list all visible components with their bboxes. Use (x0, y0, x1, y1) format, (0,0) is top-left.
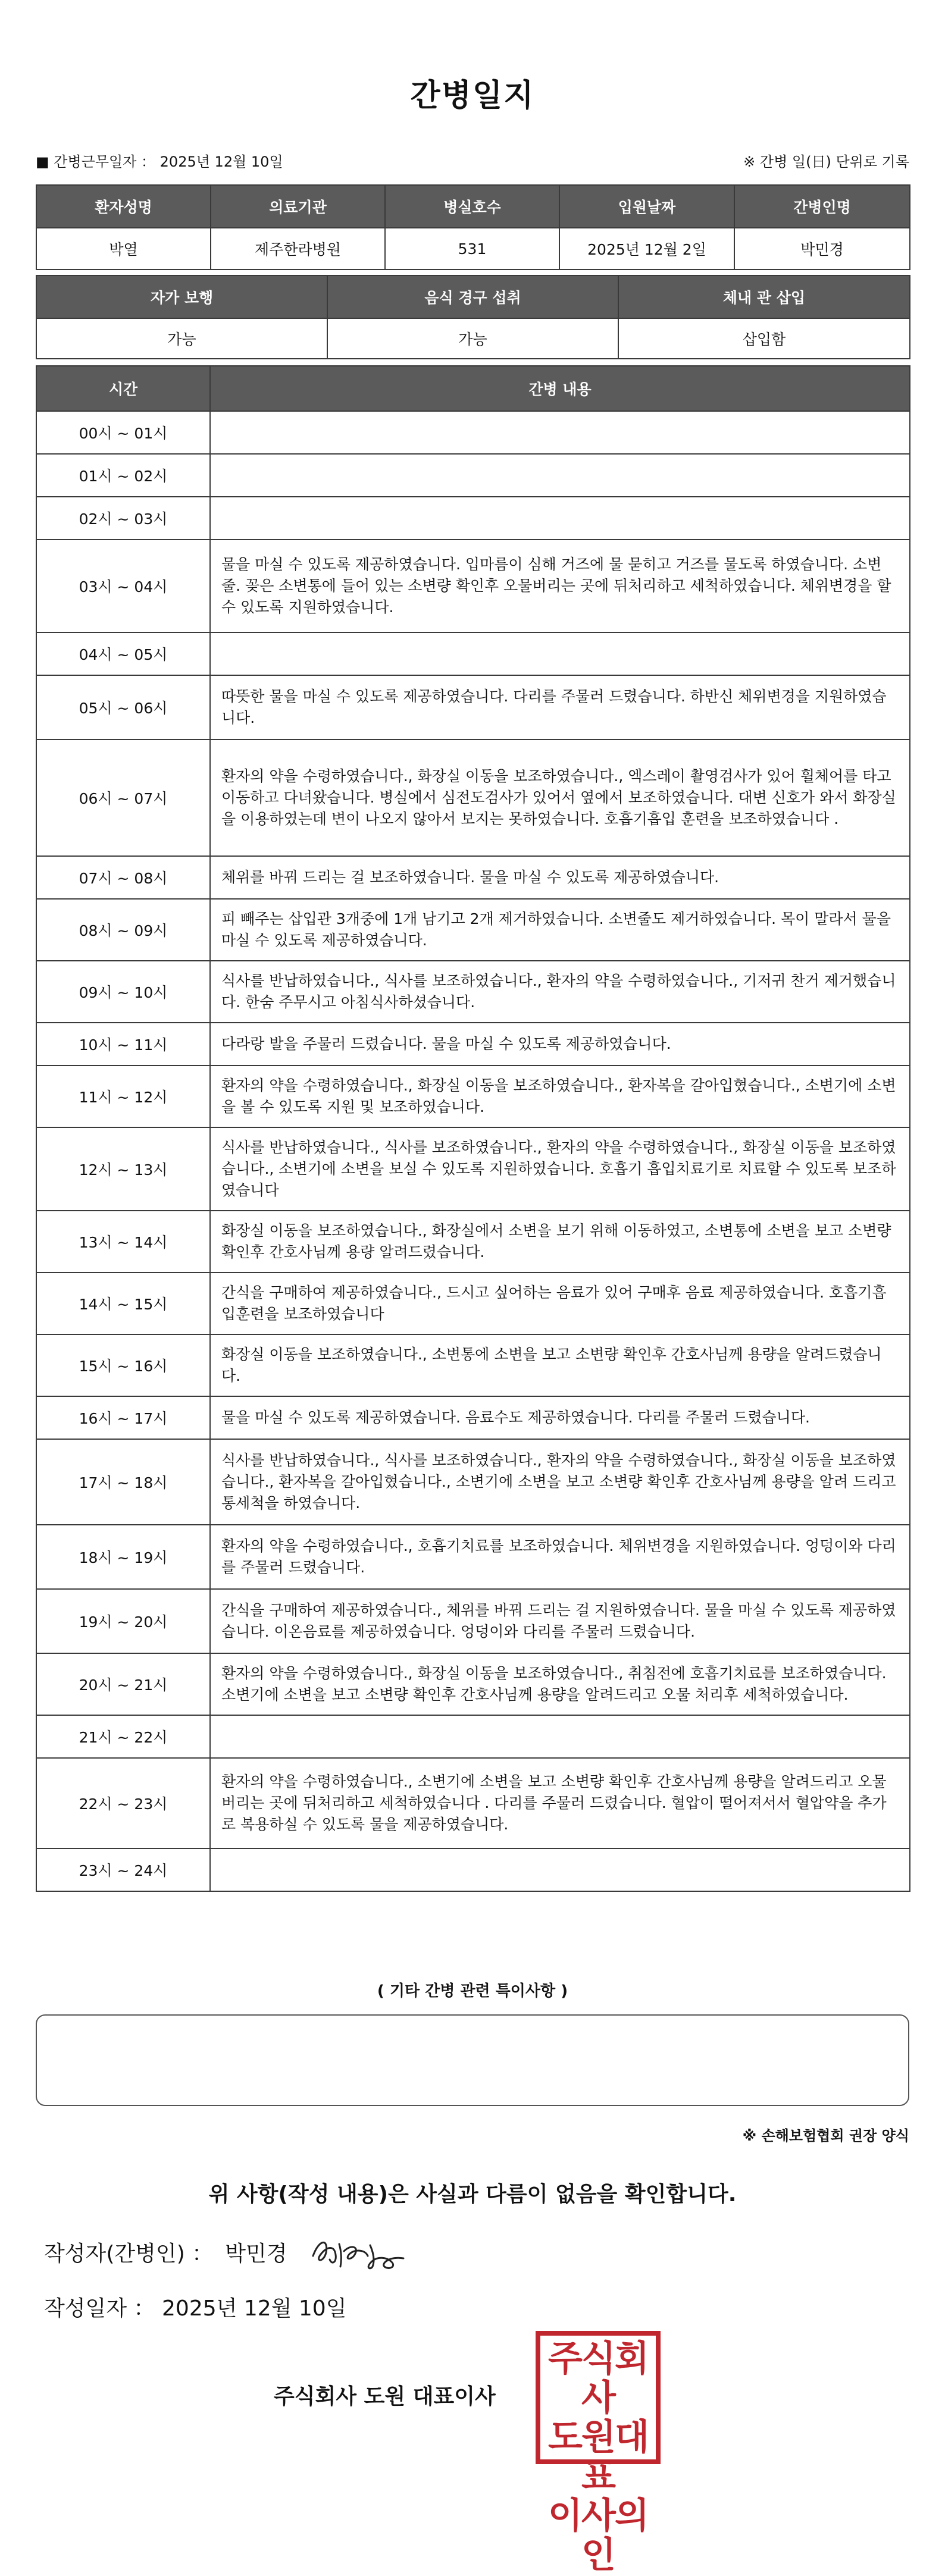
patient-info-table (36, 184, 910, 270)
table-row (36, 1715, 910, 1758)
seal-line: 이사의인 (548, 2495, 648, 2576)
row-time: 18시 ~ 19시 (36, 1525, 210, 1589)
patient-name: 박열 (36, 228, 211, 269)
row-time: 17시 ~ 18시 (36, 1439, 210, 1525)
table-row (36, 1758, 910, 1848)
row-care-content: 화장실 이동을 보조하였습니다., 화장실에서 소변을 보기 위해 이동하였고, 소변통에 소변을 보고 소변량 확인후 간호사님께 용량 알려드렸습니다. (210, 1211, 910, 1273)
header-tube-insertion: 체내 관 삽입 (618, 275, 910, 318)
tube-insertion-value: 삽입함 (618, 318, 910, 359)
confirmation-statement: 위 사항(작성 내용)은 사실과 다름이 없음을 확인합니다. (208, 2182, 737, 2207)
table-row (36, 675, 910, 739)
table-row (36, 632, 910, 675)
table-row (36, 1334, 910, 1396)
row-care-content: 물을 마실 수 있도록 제공하였습니다. 음료수도 제공하였습니다. 다리를 주물러 드렸습니다. (210, 1396, 910, 1439)
row-care-content: 따뜻한 물을 마실 수 있도록 제공하였습니다. 다리를 주물러 드렸습니다. 하반신 체위변경을 지원하였습니다. (210, 675, 910, 739)
care-log-rows (36, 411, 910, 1891)
row-care-content: 화장실 이동을 보조하였습니다., 소변통에 소변을 보고 소변량 확인후 간호사님께 용량을 알려드렸습니다. (210, 1334, 910, 1396)
table-row (36, 1211, 910, 1273)
row-care-content: 환자의 약을 수령하였습니다., 화장실 이동을 보조하였습니다., 취침전에 호흡기치료를 보조하였습니다. 소변기에 소변을 보고 소변량 확인후 간호사님께 용량을 알려드리고 오물 처리후 세척하였습니다. (210, 1653, 910, 1715)
patient-status-table (36, 275, 910, 359)
row-time: 13시 ~ 14시 (36, 1211, 210, 1273)
row-care-content: 환자의 약을 수령하였습니다., 화장실 이동을 보조하였습니다., 엑스레이 촬영검사가 있어 휠체어를 타고 이동하고 다녀왔습니다. 병실에서 심전도검사가 있어서 옆에서 보조하였습니다. 대변 신호가 와서 화장실을 이용하였는데 변이 나오지 않아서 보지는 못하였습니다. 호흡기흡입 훈련을 보조하였습니다 . (210, 739, 910, 856)
header-oral-intake: 음식 경구 섭취 (327, 275, 618, 318)
row-time: 16시 ~ 17시 (36, 1396, 210, 1439)
work-date: ■ 간병근무일자 ： 2025년 12월 10일 (36, 153, 283, 170)
written-date-label: 작성일자 ： (44, 2296, 155, 2321)
row-care-content: 간식을 구매하여 제공하였습니다., 체위를 바꿔 드리는 걸 지원하였습니다. 물을 마실 수 있도록 제공하였습니다. 이온음료를 제공하였습니다. 엉덩이와 다리를 주물러 드렸습니다. (210, 1589, 910, 1653)
row-time: 15시 ~ 16시 (36, 1334, 210, 1396)
header-hospital: 의료기관 (211, 185, 385, 228)
table-row (36, 1653, 910, 1715)
row-time: 22시 ~ 23시 (36, 1758, 210, 1848)
row-care-content (210, 411, 910, 454)
row-time: 23시 ~ 24시 (36, 1848, 210, 1891)
seal-line: 도원대표 (548, 2417, 648, 2497)
table-row (36, 1066, 910, 1127)
handwritten-signature (308, 2232, 409, 2276)
written-date-line (44, 2292, 346, 2322)
table-row (36, 961, 910, 1023)
notes-box (36, 2014, 909, 2106)
header-self-walking: 자가 보행 (36, 275, 327, 318)
row-care-content: 환자의 약을 수령하였습니다., 화장실 이동을 보조하였습니다., 환자복을 갈아입혔습니다., 소변기에 소변을 볼 수 있도록 지원 및 보조하였습니다. (210, 1066, 910, 1127)
row-care-content (210, 454, 910, 497)
header-room-number: 병실호수 (385, 185, 559, 228)
row-care-content: 식사를 반납하였습니다., 식사를 보조하였습니다., 환자의 약을 수령하였습니다., 기저귀 찬거 제거했습니다. 한숨 주무시고 아침식사하셨습니다. (210, 961, 910, 1023)
admission-date: 2025년 12월 2일 (559, 228, 734, 269)
table-row (36, 1848, 910, 1891)
header-admission-date: 입원날짜 (559, 185, 734, 228)
row-time: 04시 ~ 05시 (36, 632, 210, 675)
row-care-content (210, 1848, 910, 1891)
table-row (36, 1273, 910, 1334)
table-row (36, 540, 910, 632)
seal-line: 주식회사 (548, 2338, 648, 2419)
row-care-content: 환자의 약을 수령하였습니다., 호흡기치료를 보조하였습니다. 체위변경을 지원하였습니다. 엉덩이와 다리를 주물러 드렸습니다. (210, 1525, 910, 1589)
row-care-content: 다라랑 발을 주물러 드렸습니다. 물을 마실 수 있도록 제공하였습니다. (210, 1023, 910, 1066)
row-time: 02시 ~ 03시 (36, 497, 210, 540)
table-row (36, 856, 910, 899)
row-time: 05시 ~ 06시 (36, 675, 210, 739)
table-row (36, 1439, 910, 1525)
record-unit-note: ※ 간병 일(日) 단위로 기록 (743, 153, 909, 170)
header-care-content: 간병 내용 (210, 366, 910, 411)
row-time: 00시 ~ 01시 (36, 411, 210, 454)
table-row (36, 1525, 910, 1589)
signature-icon (308, 2232, 409, 2274)
row-care-content (210, 632, 910, 675)
table-row (36, 1127, 910, 1211)
written-date-value: 2025년 12월 10일 (162, 2296, 347, 2321)
table-row (36, 497, 910, 540)
table-row (36, 454, 910, 497)
row-time: 12시 ~ 13시 (36, 1127, 210, 1211)
header-caregiver-name: 간병인명 (734, 185, 910, 228)
writer-line (44, 2237, 287, 2267)
row-time: 09시 ~ 10시 (36, 961, 210, 1023)
row-time: 01시 ~ 02시 (36, 454, 210, 497)
row-time: 07시 ~ 08시 (36, 856, 210, 899)
row-time: 20시 ~ 21시 (36, 1653, 210, 1715)
row-care-content (210, 1715, 910, 1758)
table-row (36, 739, 910, 856)
row-care-content: 체위를 바꿔 드리는 걸 보조하였습니다. 물을 마실 수 있도록 제공하였습니다. (210, 856, 910, 899)
row-care-content: 환자의 약을 수령하였습니다., 소변기에 소변을 보고 소변량 확인후 간호사님께 용량을 알려드리고 오물버리는 곳에 뒤처리하고 세척하였습니다 . 다리를 주물러 드렸습니다. 혈압이 떨어져서서 혈압약을 추가로 복용하실 수 있도록 물을 제공하였습니다. (210, 1758, 910, 1848)
notes-title: ( 기타 간병 관련 특이사항 ) (377, 1982, 568, 2000)
company-seal-stamp (536, 2331, 661, 2576)
row-time: 11시 ~ 12시 (36, 1066, 210, 1127)
writer-label: 작성자(간병인) ： (44, 2242, 214, 2266)
row-care-content: 간식을 구매하여 제공하였습니다., 드시고 싶어하는 음료가 있어 구매후 음료 제공하였습니다. 호흡기흡입훈련을 보조하였습니다 (210, 1273, 910, 1334)
row-time: 10시 ~ 11시 (36, 1023, 210, 1066)
table-row (36, 411, 910, 454)
header-time: 시간 (36, 366, 210, 411)
row-time: 08시 ~ 09시 (36, 899, 210, 961)
page-title: 간병일지 (410, 78, 535, 114)
writer-name: 박민경 (225, 2242, 287, 2266)
row-time: 21시 ~ 22시 (36, 1715, 210, 1758)
header-patient-name: 환자성명 (36, 185, 211, 228)
table-row (36, 1023, 910, 1066)
company-representative: 주식회사 도원 대표이사 (274, 2384, 496, 2409)
oral-intake-value: 가능 (327, 318, 618, 359)
row-time: 19시 ~ 20시 (36, 1589, 210, 1653)
row-care-content: 식사를 반납하였습니다., 식사를 보조하였습니다., 환자의 약을 수령하였습니다., 화장실 이동을 보조하였습니다., 소변기에 소변을 보실 수 있도록 지원하였습니다. 호흡기 흡입치료기로 치료할 수 있도록 보조하였습니다 (210, 1127, 910, 1211)
hospital-name: 제주한라병원 (211, 228, 385, 269)
row-care-content: 물을 마실 수 있도록 제공하였습니다. 입마름이 심해 거즈에 물 묻히고 거즈를 물도록 하였습니다. 소변줄. 꽂은 소변통에 들어 있는 소변량 확인후 오물버리는 곳에 뒤처리하고 세척하였습니다. 체위변경을 할 수 있도록 지원하였습니다. (210, 540, 910, 632)
row-time: 03시 ~ 04시 (36, 540, 210, 632)
room-number: 531 (385, 228, 559, 269)
caregiver-name: 박민경 (734, 228, 910, 269)
table-row (36, 1589, 910, 1653)
row-care-content: 피 빼주는 삽입관 3개중에 1개 남기고 2개 제거하였습니다. 소변줄도 제거하였습니다. 목이 말라서 물을 마실 수 있도록 제공하였습니다. (210, 899, 910, 961)
table-row (36, 1396, 910, 1439)
row-time: 14시 ~ 15시 (36, 1273, 210, 1334)
row-time: 06시 ~ 07시 (36, 739, 210, 856)
row-care-content: 식사를 반납하였습니다., 식사를 보조하였습니다., 환자의 약을 수령하였습니다., 화장실 이동을 보조하였습니다., 환자복을 갈아입혔습니다., 소변기에 소변을 보고 소변량 확인후 간호사님께 용량을 알려 드리고 통세척을 하였습니다. (210, 1439, 910, 1525)
form-footnote: ※ 손해보험협회 권장 양식 (742, 2127, 909, 2144)
row-care-content (210, 497, 910, 540)
care-log-table (36, 365, 910, 1892)
self-walking-value: 가능 (36, 318, 327, 359)
table-row (36, 899, 910, 961)
